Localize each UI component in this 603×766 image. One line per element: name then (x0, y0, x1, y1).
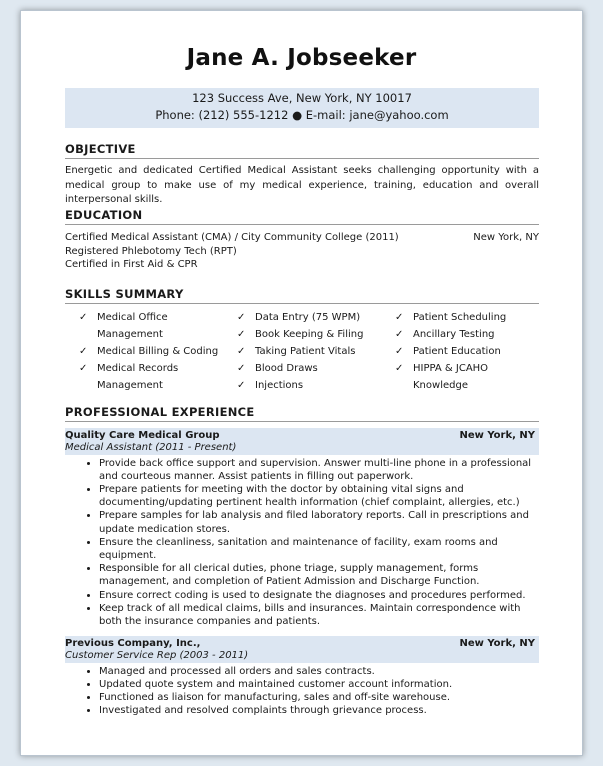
address: 123 Success Ave, New York, NY 10017 (192, 91, 412, 105)
contact-band (65, 88, 539, 128)
duty-item: • Investigated and resolved complaints through grievance process. (99, 704, 539, 717)
job-company: Quality Care Medical Group (65, 430, 220, 441)
duty-item: • Prepare samples for lab analysis and filed laboratory reports. Call in prescriptions and update medication stores. (99, 509, 539, 535)
check-icon: ✓ (395, 346, 404, 357)
duty-item: • Functioned as liaison for manufacturing, sales and off-site warehouse. (99, 691, 539, 704)
skill-item: ✓ Medical Billing & Coding (79, 343, 223, 360)
duty-item: • Ensure correct coding is used to designate the diagnoses and procedures performed. (99, 589, 539, 602)
skill-item: ✓ Medical Records Management (79, 360, 223, 394)
skills-column-2 (223, 309, 381, 394)
job-role: Customer Service Rep (2003 - 2011) (65, 650, 249, 662)
experience-title: PROFESSIONAL EXPERIENCE (65, 405, 539, 422)
duty-item: • Keep track of all medical claims, bills and insurances. Maintain correspondence with both the insurance companies and patients. (99, 602, 539, 628)
duty-item: • Prepare patients for meeting with the doctor by obtaining vital signs and documenting/updating pertinent health information (chief complaint, allergies, etc.) (99, 483, 539, 509)
skill-item: ✓ Ancillary Testing (395, 326, 539, 343)
job-location: New York, NY (459, 430, 535, 441)
duty-item: • Provide back office support and supervision. Answer multi-line phone in a professional and courteous manner. Assist patients in filling out paperwork. (99, 457, 539, 483)
skill-item: ✓ Injections (237, 377, 381, 394)
skill-item: ✓ HIPPA & JCAHO Knowledge (395, 360, 539, 394)
education-section (65, 208, 539, 272)
job-company: Previous Company, Inc., (65, 638, 201, 650)
resume-page (20, 10, 583, 756)
skills-column-3 (381, 309, 539, 394)
duty-item: • Updated quote system and maintained customer account information. (99, 678, 539, 691)
job-entry (65, 428, 539, 628)
skills-column-1 (65, 309, 223, 394)
duty-item: • Managed and processed all orders and sales contracts. (99, 665, 539, 678)
skill-item: ✓ Blood Draws (237, 360, 381, 377)
skills-section (65, 287, 539, 394)
skill-item: ✓ Data Entry (75 WPM) (237, 309, 381, 326)
job-entry (65, 636, 539, 717)
job-header (65, 428, 539, 455)
education-line: Registered Phlebotomy Tech (RPT) (65, 245, 237, 257)
check-icon: ✓ (79, 312, 88, 323)
objective-text: Energetic and dedicated Certified Medical Assistant seeks challenging opportunity with a medical group to make use of my medical experience, training, education and overall interpersonal skills. (65, 165, 539, 205)
check-icon: ✓ (395, 329, 404, 340)
phone-email: Phone: (212) 555-1212 ● E-mail: jane@yahoo.com (155, 108, 449, 122)
candidate-name: Jane A. Jobseeker (186, 45, 417, 71)
skill-item: ✓ Patient Education (395, 343, 539, 360)
check-icon: ✓ (395, 363, 404, 374)
job-header (65, 636, 539, 663)
education-line: Certified in First Aid & CPR (65, 259, 198, 270)
duty-item: • Responsible for all clerical duties, phone triage, supply management, forms management, and completion of Patient Admission and Discharge Function. (99, 562, 539, 588)
experience-section (65, 405, 539, 717)
education-location: New York, NY (473, 232, 539, 243)
objective-title: OBJECTIVE (65, 142, 539, 159)
job-duties (65, 457, 539, 629)
check-icon: ✓ (237, 312, 246, 323)
check-icon: ✓ (395, 312, 404, 323)
job-role: Medical Assistant (2011 - Present) (65, 442, 237, 453)
job-duties (65, 665, 539, 718)
skill-item: ✓ Book Keeping & Filing (237, 326, 381, 343)
check-icon: ✓ (237, 363, 246, 374)
check-icon: ✓ (237, 380, 246, 391)
education-title: EDUCATION (65, 208, 539, 225)
skill-item: ✓ Taking Patient Vitals (237, 343, 381, 360)
education-line: Certified Medical Assistant (CMA) / City Community College (2011) (65, 232, 399, 243)
skills-title: SKILLS SUMMARY (65, 287, 539, 304)
check-icon: ✓ (79, 346, 88, 357)
skill-item: ✓ Medical Office Management (79, 309, 223, 343)
skill-item: ✓ Patient Scheduling (395, 309, 539, 326)
job-location: New York, NY (459, 638, 535, 650)
check-icon: ✓ (237, 329, 246, 340)
duty-item: • Ensure the cleanliness, sanitation and maintenance of facility, exam rooms and equipment. (99, 536, 539, 562)
check-icon: ✓ (237, 346, 246, 357)
check-icon: ✓ (79, 363, 88, 374)
objective-section (65, 142, 539, 208)
